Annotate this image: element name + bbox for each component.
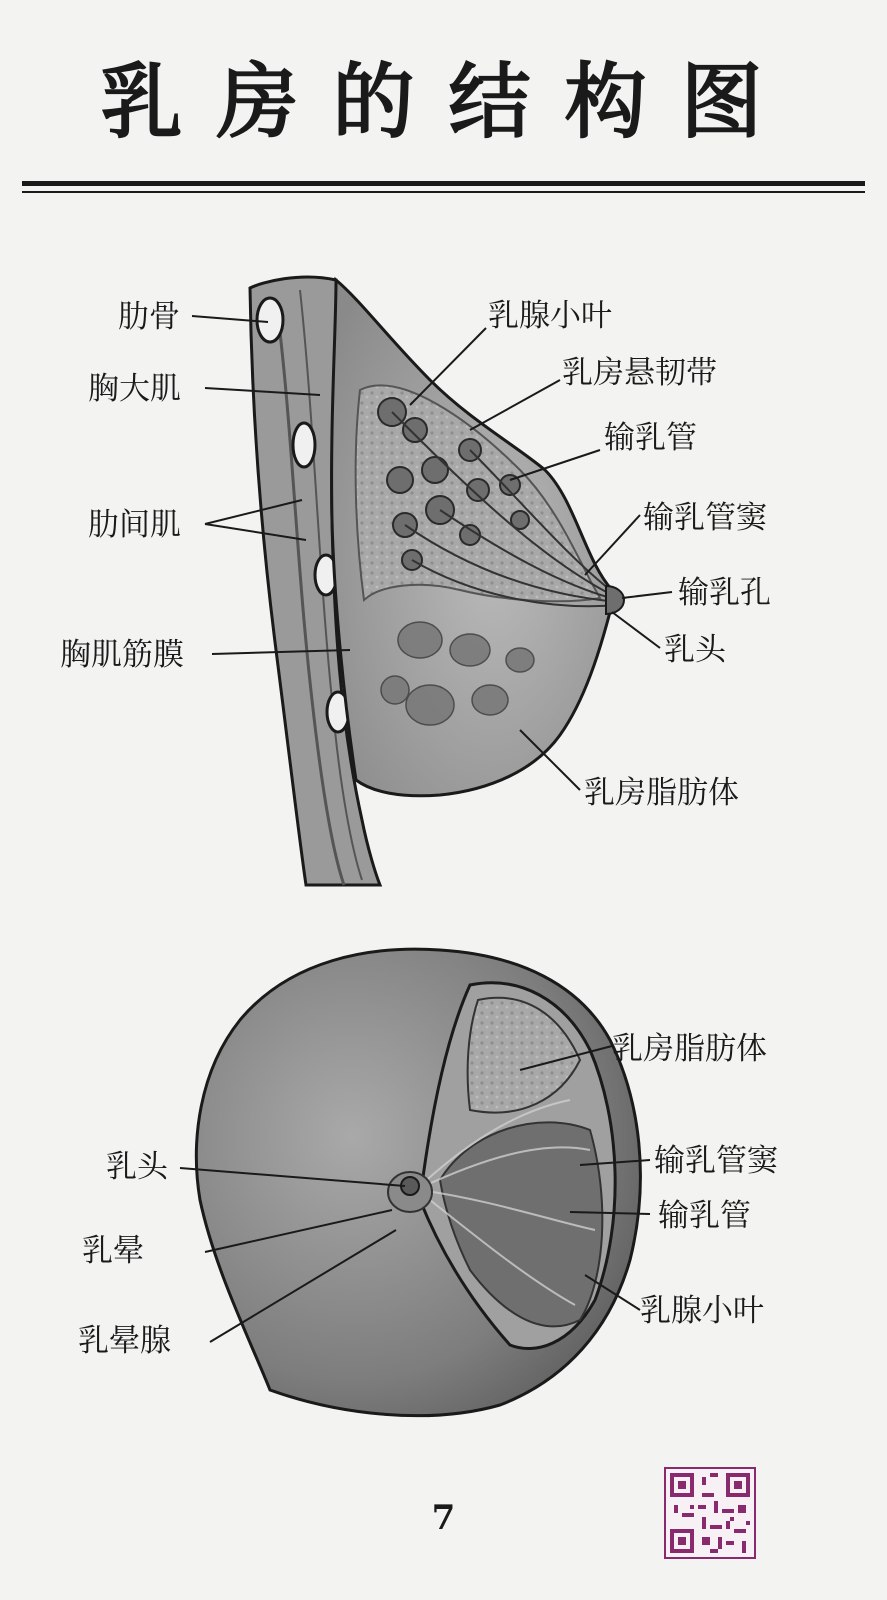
qr-code-image: [664, 1467, 756, 1559]
label-mammary-lobule: 乳腺小叶: [488, 298, 612, 334]
page-title: 乳房的结构图: [100, 55, 797, 150]
page-number: 7: [431, 1498, 456, 1538]
label-nipple-top: 乳头: [664, 632, 726, 668]
label-fat-body-top: 乳房脂肪体: [584, 775, 739, 811]
label-duct-opening: 输乳孔: [678, 575, 771, 611]
label-lactiferous-duct-bottom: 输乳管: [658, 1198, 751, 1234]
label-pectoral-fascia: 胸肌筋膜: [60, 637, 184, 673]
label-areola: 乳晕: [82, 1233, 144, 1269]
label-suspensory-ligament: 乳房悬韧带: [562, 355, 717, 391]
label-pectoralis-major: 胸大肌: [88, 371, 181, 407]
label-lactiferous-duct: 输乳管: [604, 420, 697, 456]
label-rib: 肋骨: [118, 299, 180, 335]
label-nipple-bottom: 乳头: [106, 1149, 168, 1185]
label-lactiferous-sinus-bottom: 输乳管窦: [654, 1143, 778, 1179]
label-mammary-lobule-bottom: 乳腺小叶: [640, 1293, 764, 1329]
label-lactiferous-sinus: 输乳管窦: [643, 500, 767, 536]
front-view-figure: [196, 949, 640, 1416]
label-areolar-gland: 乳晕腺: [78, 1323, 171, 1359]
label-intercostal-muscle: 肋间肌: [88, 507, 181, 543]
label-fat-body-bottom: 乳房脂肪体: [612, 1031, 767, 1067]
